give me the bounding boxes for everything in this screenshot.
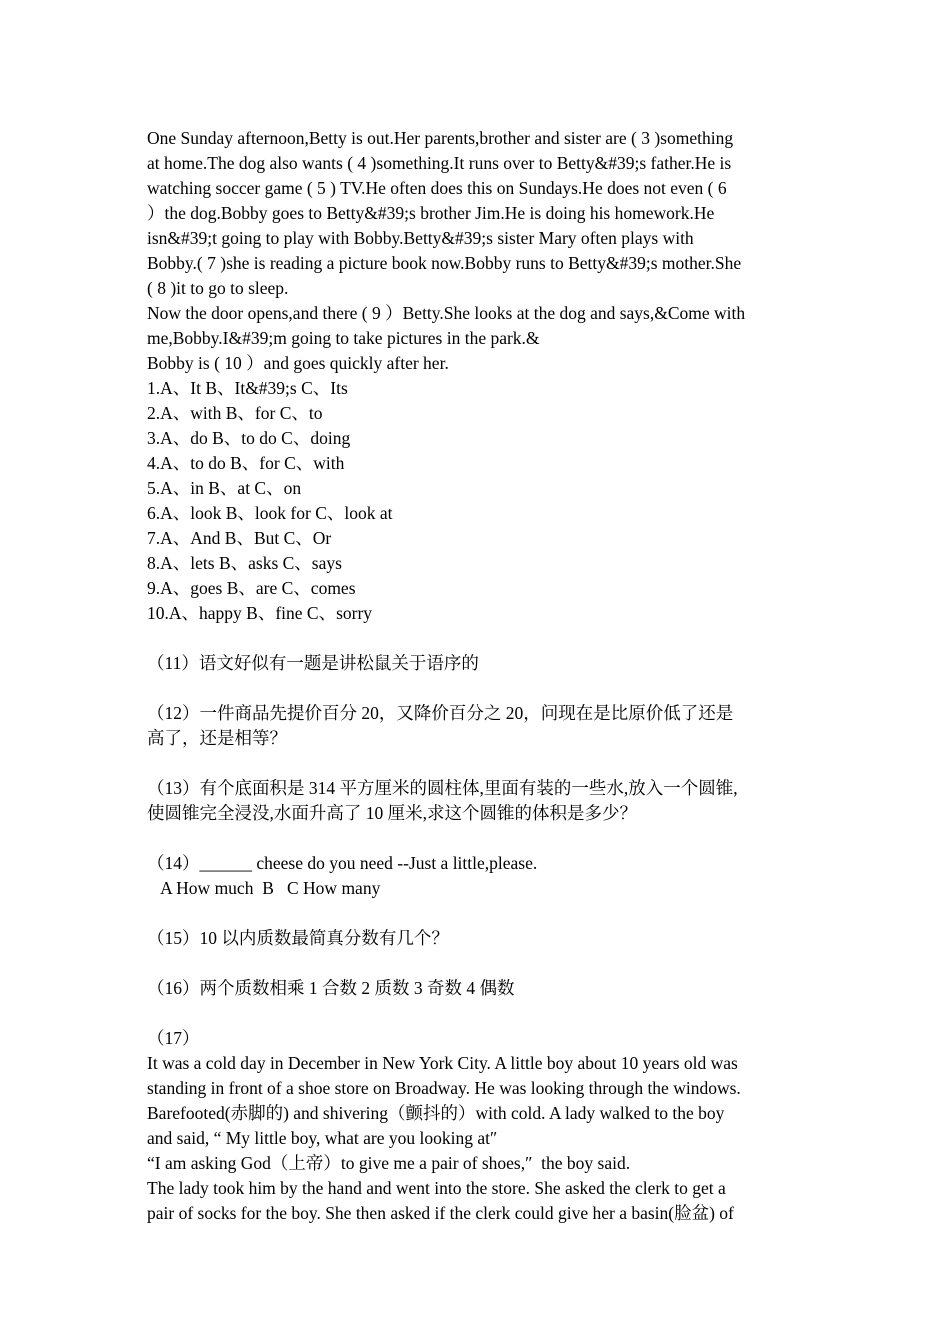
document-body — [147, 126, 807, 1226]
passage-line: at home.The dog also wants ( 4 )something.It runs over to Betty&#39;s father.He is — [147, 153, 732, 173]
spacer — [147, 626, 807, 651]
passage-line: Barefooted(赤脚的) and shivering（颤抖的）with cold. A lady walked to the boy — [147, 1103, 725, 1123]
passage-line: pair of socks for the boy. She then asked if the clerk could give her a basin(脸盆) of — [147, 1203, 734, 1223]
passage-line: isn&#39;t going to play with Bobby.Betty&#39;s sister Mary often plays with — [147, 228, 694, 248]
spacer — [147, 901, 807, 926]
question-line: 高了，还是相等？ — [147, 728, 287, 748]
option-line: 10.A、happy B、fine C、sorry — [147, 603, 373, 623]
option-line: 2.A、with B、for C、to — [147, 403, 323, 423]
passage-line: The lady took him by the hand and went into the store. She asked the clerk to get a — [147, 1178, 726, 1198]
answer-options — [147, 376, 807, 626]
option-line: 3.A、do B、to do C、doing — [147, 428, 351, 448]
passage-line: Now the door opens,and there ( 9 ）Betty.She looks at the dog and says,&Come with — [147, 303, 746, 323]
question-14 — [147, 851, 807, 901]
question-line: 使圆锥完全浸没,水面升高了 10 厘米,求这个圆锥的体积是多少？ — [147, 803, 637, 823]
passage-line: ）the dog.Bobby goes to Betty&#39;s brother Jim.He is doing his homework.He — [147, 203, 715, 223]
passage-line: Bobby is ( 10 ）and goes quickly after her. — [147, 353, 449, 373]
option-line: 8.A、lets B、asks C、says — [147, 553, 342, 573]
passage-line: It was a cold day in December in New York City. A little boy about 10 years old was — [147, 1053, 738, 1073]
question-11: （11）语文好似有一题是讲松鼠关于语序的 — [147, 653, 479, 673]
option-line: 9.A、goes B、are C、comes — [147, 578, 356, 598]
question-16: （16）两个质数相乘 1 合数 2 质数 3 奇数 4 偶数 — [147, 978, 515, 998]
question-line: （12）一件商品先提价百分 20，又降价百分之 20，问现在是比原价低了还是 — [147, 703, 734, 723]
reading-passage-1 — [147, 126, 807, 376]
reading-passage-2 — [147, 1051, 807, 1226]
question-line: （14）______ cheese do you need --Just a little,please. — [147, 853, 538, 873]
spacer — [147, 951, 807, 976]
option-line: 7.A、And B、But C、Or — [147, 528, 332, 548]
passage-line: One Sunday afternoon,Betty is out.Her parents,brother and sister are ( 3 )something — [147, 128, 734, 148]
option-line: 1.A、It B、It&#39;s C、Its — [147, 378, 348, 398]
question-line: A How much B C How many — [147, 878, 381, 898]
question-15: （15）10 以内质数最简真分数有几个？ — [147, 928, 449, 948]
spacer — [147, 751, 807, 776]
passage-line: ( 8 )it to go to sleep. — [147, 278, 289, 298]
question-13 — [147, 776, 807, 826]
spacer — [147, 1001, 807, 1026]
passage-line: “I am asking God（上帝）to give me a pair of shoes,″ the boy said. — [147, 1153, 631, 1173]
passage-line: Bobby.( 7 )she is reading a picture book now.Bobby runs to Betty&#39;s mother.She — [147, 253, 742, 273]
spacer — [147, 826, 807, 851]
question-12 — [147, 701, 807, 751]
passage-line: and said, “ My little boy, what are you looking at″ — [147, 1128, 498, 1148]
question-line: （13）有个底面积是 314 平方厘米的圆柱体,里面有装的一些水,放入一个圆锥, — [147, 778, 738, 798]
option-line: 5.A、in B、at C、on — [147, 478, 302, 498]
spacer — [147, 676, 807, 701]
option-line: 4.A、to do B、for C、with — [147, 453, 345, 473]
passage-line: me,Bobby.I&#39;m going to take pictures in the park.& — [147, 328, 540, 348]
question-17-label: （17） — [147, 1028, 200, 1048]
option-line: 6.A、look B、look for C、look at — [147, 503, 393, 523]
passage-line: watching soccer game ( 5 ) TV.He often does this on Sundays.He does not even ( 6 — [147, 178, 727, 198]
passage-line: standing in front of a shoe store on Broadway. He was looking through the windows. — [147, 1078, 741, 1098]
